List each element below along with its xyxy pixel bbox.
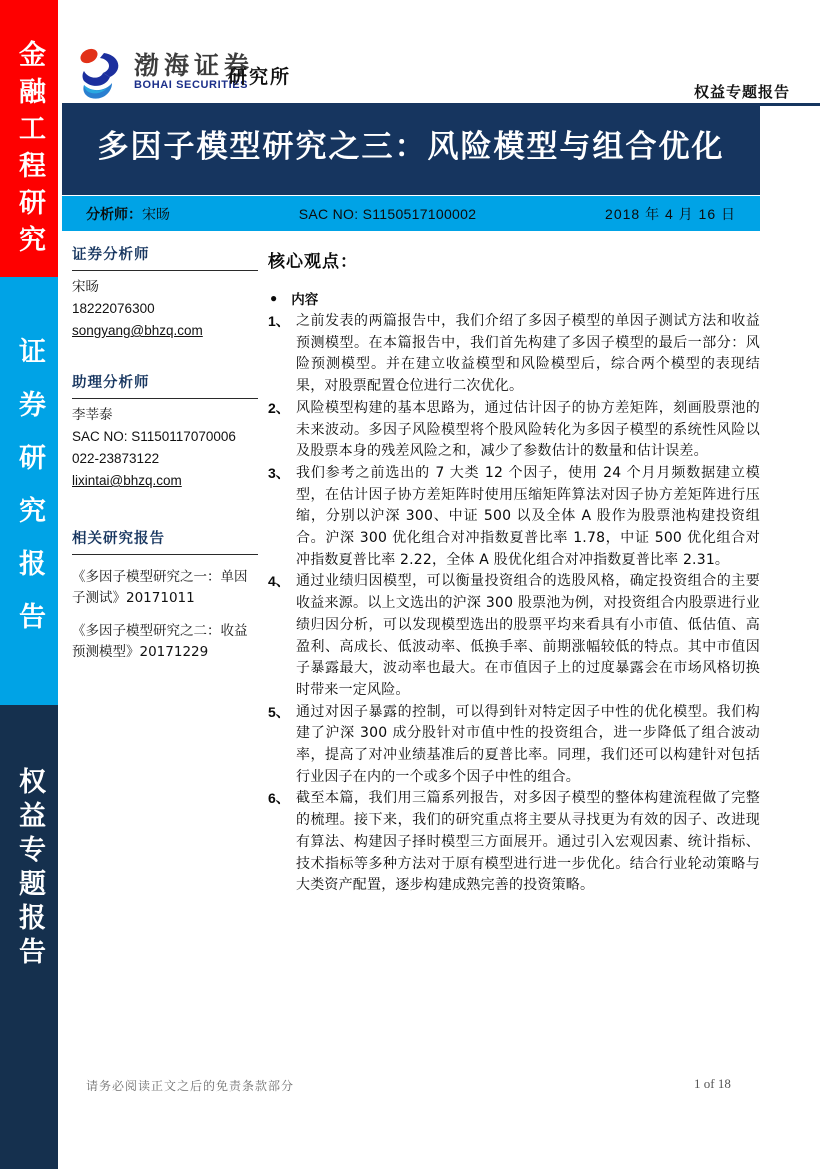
list-item (268, 702, 760, 789)
sidebar-red-band (0, 0, 58, 277)
left-sidebar (0, 0, 58, 1169)
logo-name-cn: 渤海证券 (134, 51, 255, 80)
assistant-section (72, 371, 258, 492)
core-views-heading: 核心观点： (268, 252, 358, 272)
list-item (268, 311, 760, 398)
point-number: 4、 (268, 573, 290, 590)
sidebar-label-securities-research: 证券研究报告 (14, 337, 45, 655)
assistant-section-title: 助理分析师 (72, 371, 258, 399)
sidebar-label-equity-special-report: 权益专题报告 (14, 767, 45, 971)
bullet-dot-icon: ● (270, 291, 278, 305)
page-number: 1 of 18 (694, 1076, 731, 1091)
point-text: 我们参考之前选出的 7 大类 12 个因子，使用 24 个月月频数据建立模型，在估计因子协方差矩阵时使用压缩矩阵算法对因子协方差矩阵进行压缩，分别以沪深 300、中证 500 以及全体 A 股作为股票池构建投资组合。沪深 300 优化组合对冲指数夏普比率 1.78，中证 500 优化组合对冲指数夏普比率 2.22，全体 A 股优化组合对冲指数夏普比率 2.31。 (296, 464, 760, 568)
meta-analyst-name: 宋旸 (142, 206, 170, 223)
core-points-list (268, 311, 760, 897)
related-report-item: 《多因子模型研究之二：收益预测模型》20171229 (72, 623, 248, 660)
title-banner (62, 106, 760, 195)
list-item (268, 463, 760, 572)
point-text: 风险模型构建的基本思路为，通过估计因子的协方差矩阵，刻画股票池的未来波动。多因子风险模型将个股风险转化为多因子模型的系统性风险以及股票本身的残差风险之和，减少了参数估计的数量和估计误差。 (296, 399, 760, 460)
point-text: 通过业绩归因模型，可以衡量投资组合的选股风格，确定投资组合的主要收益来源。以上文选出的沪深 300 股票池为例，对投资组合内股票进行业绩归因分析，可以发现模型选出的股票平均来看具有小市值、低估值、高盈利、高成长、低波动率、低换手率、前期涨幅较低的特点。其中市值因子暴露最大，波动率也最大。在市值因子上的过度暴露会在市场风格切换时带来一定风险。 (296, 573, 760, 698)
related-reports-section (72, 527, 258, 663)
analyst-email-link[interactable]: songyang@bhzq.com (72, 323, 203, 338)
assistant-name: 李莘泰 (72, 407, 113, 423)
meta-analyst-label: 分析师： (86, 206, 142, 223)
sidebar-cyan-band (0, 277, 58, 705)
point-number: 6、 (268, 790, 290, 807)
analyst-section (72, 243, 258, 342)
list-item (268, 571, 760, 701)
list-item (268, 398, 760, 463)
point-number: 5、 (268, 703, 290, 720)
department-label: 研究所 (228, 66, 292, 88)
point-number: 2、 (268, 399, 290, 416)
point-number: 1、 (268, 313, 290, 329)
related-reports-title: 相关研究报告 (72, 527, 258, 555)
bohai-logo-icon (76, 47, 126, 103)
analyst-meta-bar (62, 196, 760, 231)
point-text: 之前发表的两篇报告中，我们介绍了多因子模型的单因子测试方法和收益预测模型。在本篇报告中，我们首先构建了多因子模型的最后一部分：风险预测模型。并在建立收益模型和风险模型后，综合两个模型的表现结果，对股票配置仓位进行二次优化。 (296, 313, 760, 395)
assistant-sac: SAC NO: S1150117070006 (72, 429, 236, 444)
logo-name-en: BOHAI SECURITIES (134, 79, 249, 91)
meta-sac-no: SAC NO: S1150517100002 (298, 205, 477, 222)
point-number: 3、 (268, 464, 290, 481)
footer-disclaimer: 请务必阅读正文之后的免责条款部分 (86, 1079, 295, 1093)
report-type-label: 权益专题报告 (693, 83, 790, 101)
sidebar-navy-band (0, 705, 58, 1169)
related-report-item: 《多因子模型研究之一：单因子测试》20171011 (72, 569, 248, 606)
analyst-section-title: 证券分析师 (72, 243, 258, 271)
content-bullet-label: 内容 (291, 292, 319, 308)
list-item (268, 788, 760, 897)
content-bullet-row (270, 288, 318, 308)
analyst-phone: 18222076300 (72, 301, 155, 316)
sidebar-label-financial-engineering: 金融工程研究 (14, 40, 45, 262)
assistant-phone: 022-23873122 (72, 451, 160, 466)
report-title: 多因子模型研究之三：风险模型与组合优化 (97, 129, 725, 165)
point-text: 截至本篇，我们用三篇系列报告，对多因子模型的整体构建流程做了完整的梳理。接下来，我们的研究重点将主要从寻找更为有效的因子、改进现有算法、构建因子择时模型三方面展开。通过引入宏观因素、统计指标、技术指标等多种方法对于原有模型进行进一步优化。结合行业轮动策略与大类资产配置，逐步构建成熟完善的投资策略。 (296, 790, 760, 894)
meta-analyst (86, 204, 170, 224)
analyst-name: 宋旸 (72, 279, 99, 295)
point-text: 通过对因子暴露的控制，可以得到针对特定因子中性的优化模型。我们构建了沪深 300 成分股针对市值中性的投资组合，进一步降低了组合波动率，提高了对冲业绩基准后的夏普比率。同理，我们还可以构建针对包括行业因子在内的一个或多个因子中性的组合。 (296, 703, 760, 785)
meta-date: 2018 年 4 月 16 日 (605, 205, 736, 222)
assistant-email-link[interactable]: lixintai@bhzq.com (72, 473, 182, 488)
